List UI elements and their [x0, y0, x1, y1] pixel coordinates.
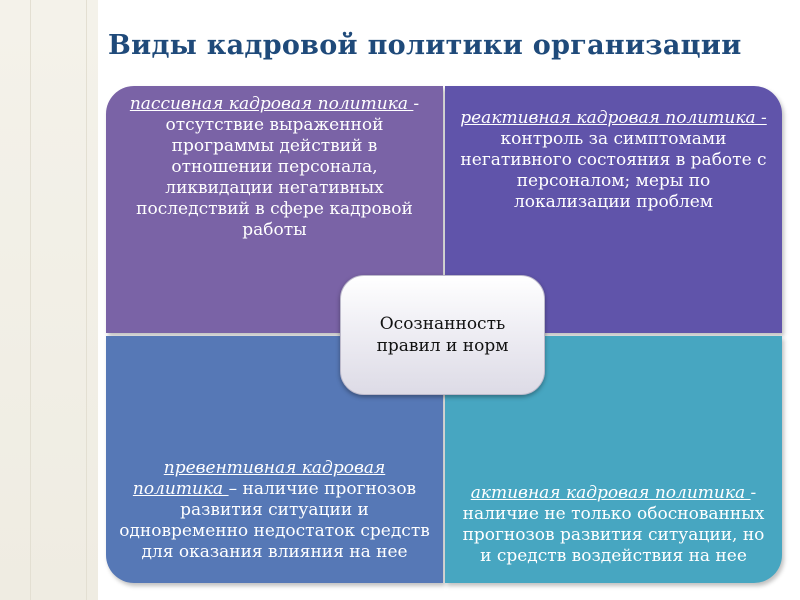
policy-term: активная кадровая политика [470, 483, 751, 503]
policy-description: – наличие прогнозов развития ситуации и одновременно недостаток средств для оказания влияния на нее [119, 479, 430, 562]
policy-description: - отсутствие выраженной программы действий в отношении персонала, ликвидации негативных последствий в сфере кадровой работы [136, 94, 420, 240]
quadrant-text [120, 94, 429, 241]
policy-term: превентивная кадровая политика [132, 458, 386, 499]
quadrant-text [459, 108, 768, 213]
policy-description: контроль за симптомами негативного состояния в работе с персоналом; меры по локализации проблем [460, 129, 767, 212]
policy-term: пассивная кадровая политика [129, 94, 414, 114]
center-box [340, 275, 545, 395]
slide-title: Виды кадровой политики организации [108, 30, 742, 61]
decorative-line [86, 0, 87, 600]
decorative-side-band [0, 0, 98, 600]
quadrant-text [459, 483, 768, 567]
decorative-line [30, 0, 31, 600]
policy-term: реактивная кадровая политика - [460, 108, 767, 128]
policy-description: - наличие не только обоснованных прогнозов развития ситуации, но и средств воздействия на нее [462, 483, 765, 566]
quadrant-text [118, 458, 431, 563]
center-label: Осознанность правил и норм [376, 314, 509, 356]
